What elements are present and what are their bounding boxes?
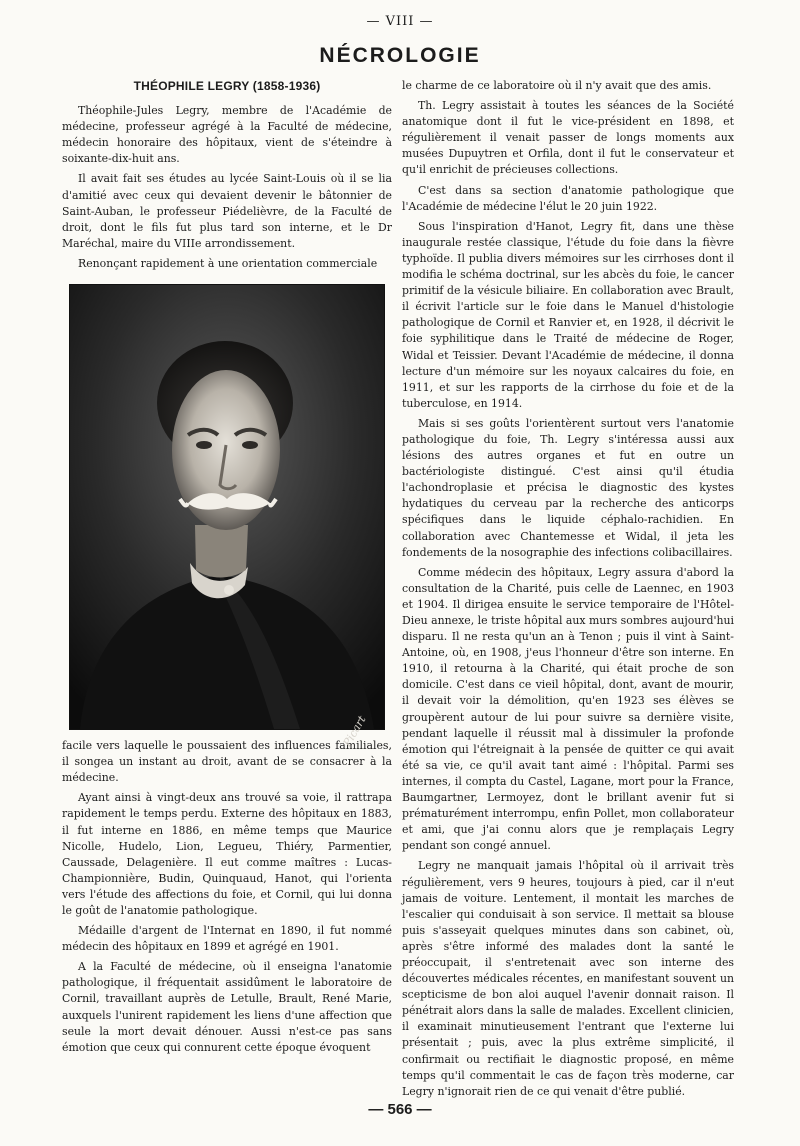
paragraph: Legry ne manquait jamais l'hôpital où il arrivait très régulièrement, vers 9 heures, toujours à pied, car il n'eut jamais de voiture. Lentement, il montait les marches de l'escalier qui conduisait à son service. Il mettait sa blouse puis s'asseyait quelques minutes dans son cabinet, où, après s'être informé des malades dont la santé le préoccupait, il s'entretenait avec son interne des découvertes médicales récentes, en manifestant souvent un scepticisme de bon aloi auquel l'avenir donnait raison. Il pénétrait alors dans la salle de malades. Excellent clinicien, il examinait minutieusement l'entrant que l'externe lui présentait ; puis, avec la plus extrême simplicité, il confirmait ou rectifiait le diagnostic proposé, en même temps qu'il commentait le cas de façon très moderne, car Legry n'ignorait rien de ce qui venait d'être publié. xyxy=(402,859,734,1098)
photographer-signature: Picart xyxy=(340,713,369,749)
paragraph: Sous l'inspiration d'Hanot, Legry fit, dans une thèse inaugurale restée classique, l'étude du foie dans la fièvre typhoïde. Il publia divers mémoires sur les cirrhoses dont il modifia le schéma doctrinal, sur les abcès du foie, le cancer primitif de la vésicule biliaire. En collaboration avec Brault, il écrivit l'article sur le foie dans le Manuel d'histologie pathologique de Cornil et Ranvier et, en 1928, il décrivit le foie syphilitique dans le Traité de médecine de Roger, Widal et Teissier. Devant l'Académie de médecine, il donna lecture d'un mémoire sur les noyaux calcaires du foie, en 1911, et sur les rapports de la cirrhose du foie et de la tuberculose, en 1914. xyxy=(402,219,734,410)
page-number: — 566 — xyxy=(368,1101,432,1118)
paragraph: A la Faculté de médecine, où il enseigna l'anatomie pathologique, il fréquentait assidûment le laboratoire de Cornil, travaillant auprès de Letulle, Brault, René Marie, auxquels l'unirent rapidement les liens d'une affection que seule la mort devait dénouer. Aussi n'est-ce pas sans émotion que ceux qui connurent cette époque évoquent xyxy=(62,960,392,1054)
portrait-photo-icon xyxy=(69,284,385,749)
paragraph: facile vers laquelle le poussaient des influences familiales, il songea un instant au droit, avant de se consacrer à la médecine. xyxy=(62,739,392,785)
paragraph: Th. Legry assistait à toutes les séances de la Société anatomique dont il fut le vice-président en 1898, et régulièrement il venait passer de longs moments aux musées Dupuytren et Orfila, dont il fut le conservateur et qu'il enrichit de précieuses collections. xyxy=(402,99,734,177)
section-title: NÉCROLOGIE xyxy=(319,44,481,67)
roman-page-number: — VIII — xyxy=(366,14,434,29)
paragraph: Mais si ses goûts l'orientèrent surtout vers l'anatomie pathologique du foie, Th. Legry s'intéressa aussi aux lésions des autres organes et fut en outre un bactériologiste distingué. C'est ainsi qu'il étudia l'achondroplasie et précisa le diagnostic des kystes hydatiques du cerveau par la recherche des anticorps spécifiques dans le liquide céphalo-rachidien. En collaboration avec Chantemesse et Widal, il jeta les fondements de la nosographie des infections colibacillaires. xyxy=(402,416,734,559)
paragraph: Ayant ainsi à vingt-deux ans trouvé sa voie, il rattrapa rapidement le temps perdu. Externe des hôpitaux en 1883, il fut interne en 1886, en même temps que Maurice Nicolle, Hudelo, Lion, Legueu, Thiéry, Parmentier, Caussade, Delagenière. Il eut comme maîtres : Lucas-Championnière, Budin, Quinquaud, Hanot, qui l'orienta vers l'étude des affections du foie, et Cornil, qui lui donna le goût de l'anatomie pathologique. xyxy=(62,791,392,917)
paragraph: Renonçant rapidement à une orientation commerciale xyxy=(78,256,378,270)
left-column xyxy=(62,78,392,1060)
paragraph: le charme de ce laboratoire où il n'y avait que des amis. xyxy=(402,79,712,92)
article-heading: THÉOPHILE LEGRY (1858-1936) xyxy=(133,79,321,93)
paragraph: Médaille d'argent de l'Internat en 1890, il fut nommé médecin des hôpitaux en 1899 et agrégé en 1901. xyxy=(62,924,392,954)
right-column xyxy=(402,78,734,1104)
paragraph: Il avait fait ses études au lycée Saint-Louis où il se lia d'amitié avec ceux qui devaient devenir le bâtonnier de Saint-Auban, le professeur Piédelièvre, de la Faculté de droit, dont le fils fut plus tard son interne, et le Dr Maréchal, maire du VIIIe arrondissement. xyxy=(62,172,392,250)
paragraph: Théophile-Jules Legry, membre de l'Académie de médecine, professeur agrégé à la Faculté de médecine, médecin honoraire des hôpitaux, vient de s'éteindre à soixante-dix-huit ans. xyxy=(62,104,392,166)
paragraph: C'est dans sa section d'anatomie pathologique que l'Académie de médecine l'élut le 20 juin 1922. xyxy=(402,183,734,213)
paragraph: Comme médecin des hôpitaux, Legry assura d'abord la consultation de la Charité, puis celle de Laennec, en 1903 et 1904. Il dirigea ensuite le service temporaire de l'Hôtel-Dieu annexe, le triste hôpital aux murs sombres aujourd'hui disparu. Il ne resta qu'un an à Tenon ; puis il vint à Saint-Antoine, où, en 1908, j'eus l'honneur d'être son interne. En 1910, il retourna à la Charité, qui était proche de son domicile. C'est dans ce vieil hôpital, dont, avant de mourir, il devait voir la démolition, qu'en 1923 ses élèves se groupèrent autour de lui pour suivre sa dernière visite, pendant laquelle il réussit mal à dissimuler la profonde émotion qui l'étreignait à la pensée de quitter ce qui avait été sa vie, ce qu'il avait tant aimé : l'hôpital. Parmi ses internes, il compta du Castel, Lagane, mort pour la France, Baumgartner, Lermoyez, dont le brillant avenir fut si prématurément interrompu, enfin Pollet, mon collaborateur et ami, que j'ai connu alors que je remplaçais Legry pendant son congé annuel. xyxy=(402,565,734,853)
